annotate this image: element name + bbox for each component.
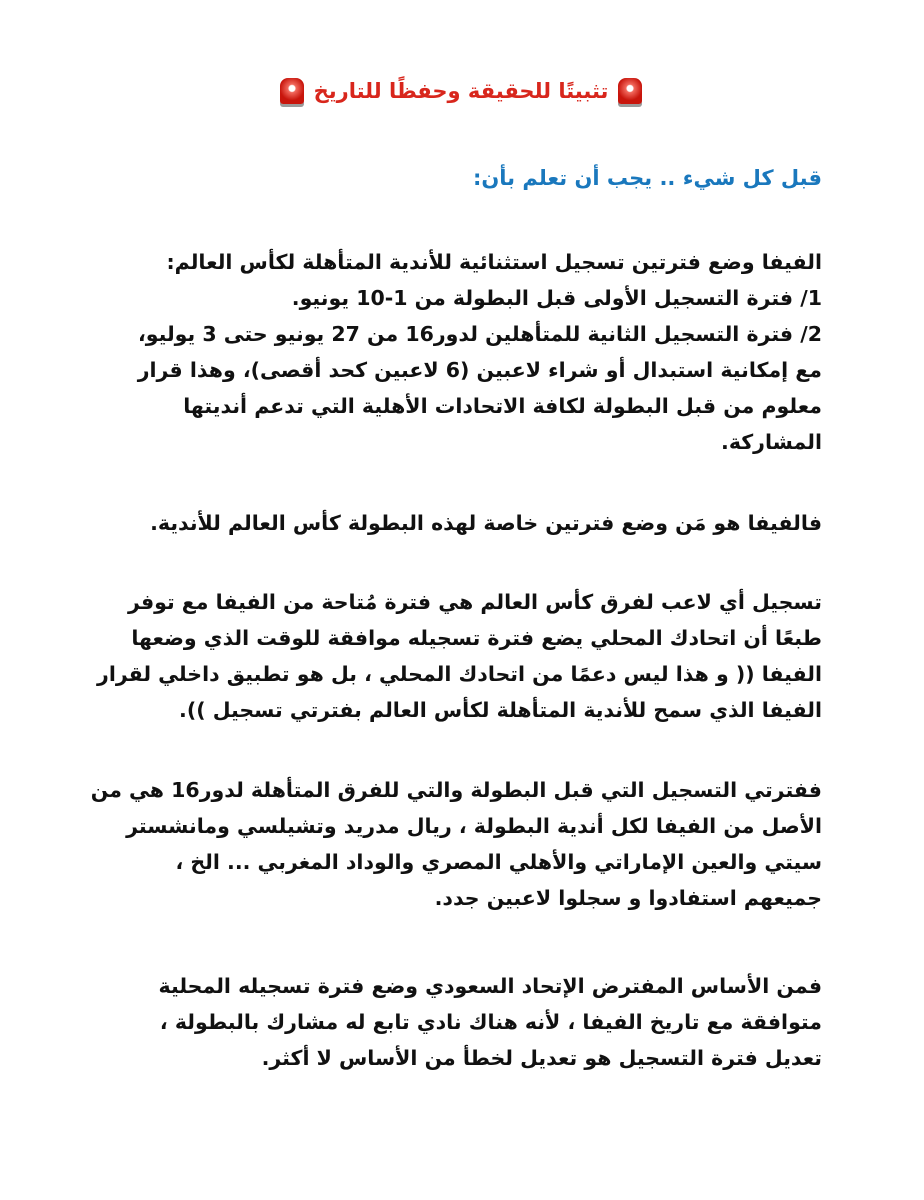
- paragraph-2: [100, 505, 822, 541]
- text-line: ففترتي التسجيل التي قبل البطولة والتي للفرق المتأهلة لدور16 هي من: [90, 778, 822, 802]
- siren-icon: [280, 78, 304, 104]
- text-line: الفيفا الذي سمح للأندية المتأهلة لكأس العالم بفترتي تسجيل )).: [179, 698, 822, 722]
- text-line: معلوم من قبل البطولة لكافة الاتحادات الأهلية التي تدعم أنديتها: [183, 394, 822, 418]
- document-title: [100, 78, 822, 104]
- title-text: تثبيتًا للحقيقة وحفظًا للتاريخ: [313, 79, 609, 103]
- siren-icon: [618, 78, 642, 104]
- text-line: المشاركة.: [721, 430, 822, 454]
- text-line: تعديل فترة التسجيل هو تعديل لخطأ من الأساس لا أكثر.: [261, 1046, 822, 1070]
- text-line: الفيفا (( و هذا ليس دعمًا من اتحادك المحلي ، بل هو تطبيق داخلي لقرار: [97, 662, 822, 686]
- paragraph-3: [97, 584, 822, 728]
- paragraph-1: [100, 244, 822, 460]
- text-line: مع إمكانية استبدال أو شراء لاعبين (6 لاعبين كحد أقصى)، وهذا قرار: [137, 358, 822, 382]
- text-line: سيتي والعين الإماراتي والأهلي المصري والوداد المغربي ... الخ ،: [175, 850, 822, 874]
- paragraph-5: [100, 968, 822, 1076]
- text-line: جميعهم استفادوا و سجلوا لاعبين جدد.: [434, 886, 822, 910]
- text-line: تسجيل أي لاعب لفرق كأس العالم هي فترة مُتاحة من الفيفا مع توفر: [127, 590, 822, 614]
- subtitle: قبل كل شيء .. يجب أن تعلم بأن:: [472, 166, 822, 190]
- text-line: فمن الأساس المفترض الإتحاد السعودي وضع فترة تسجيله المحلية: [158, 974, 822, 998]
- text-line: 2/ فترة التسجيل الثانية للمتأهلين لدور16 من 27 يونيو حتى 3 يوليو،: [137, 322, 822, 346]
- text-line: طبعًا أن اتحادك المحلي يضع فترة تسجيله موافقة للوقت الذي وضعها: [131, 626, 822, 650]
- text-line: الأصل من الفيفا لكل أندية البطولة ، ريال مدريد وتشيلسي ومانشستر: [126, 814, 822, 838]
- text-line: فالفيفا هو مَن وضع فترتين خاصة لهذه البطولة كأس العالم للأندية.: [150, 511, 822, 535]
- paragraph-4: [90, 772, 822, 916]
- text-line: الفيفا وضع فترتين تسجيل استثنائية للأندية المتأهلة لكأس العالم:: [166, 250, 822, 274]
- text-line: 1/ فترة التسجيل الأولى قبل البطولة من 1-10 يونيو.: [291, 286, 822, 310]
- text-line: متوافقة مع تاريخ الفيفا ، لأنه هناك نادي تابع له مشارك بالبطولة ،: [159, 1010, 822, 1034]
